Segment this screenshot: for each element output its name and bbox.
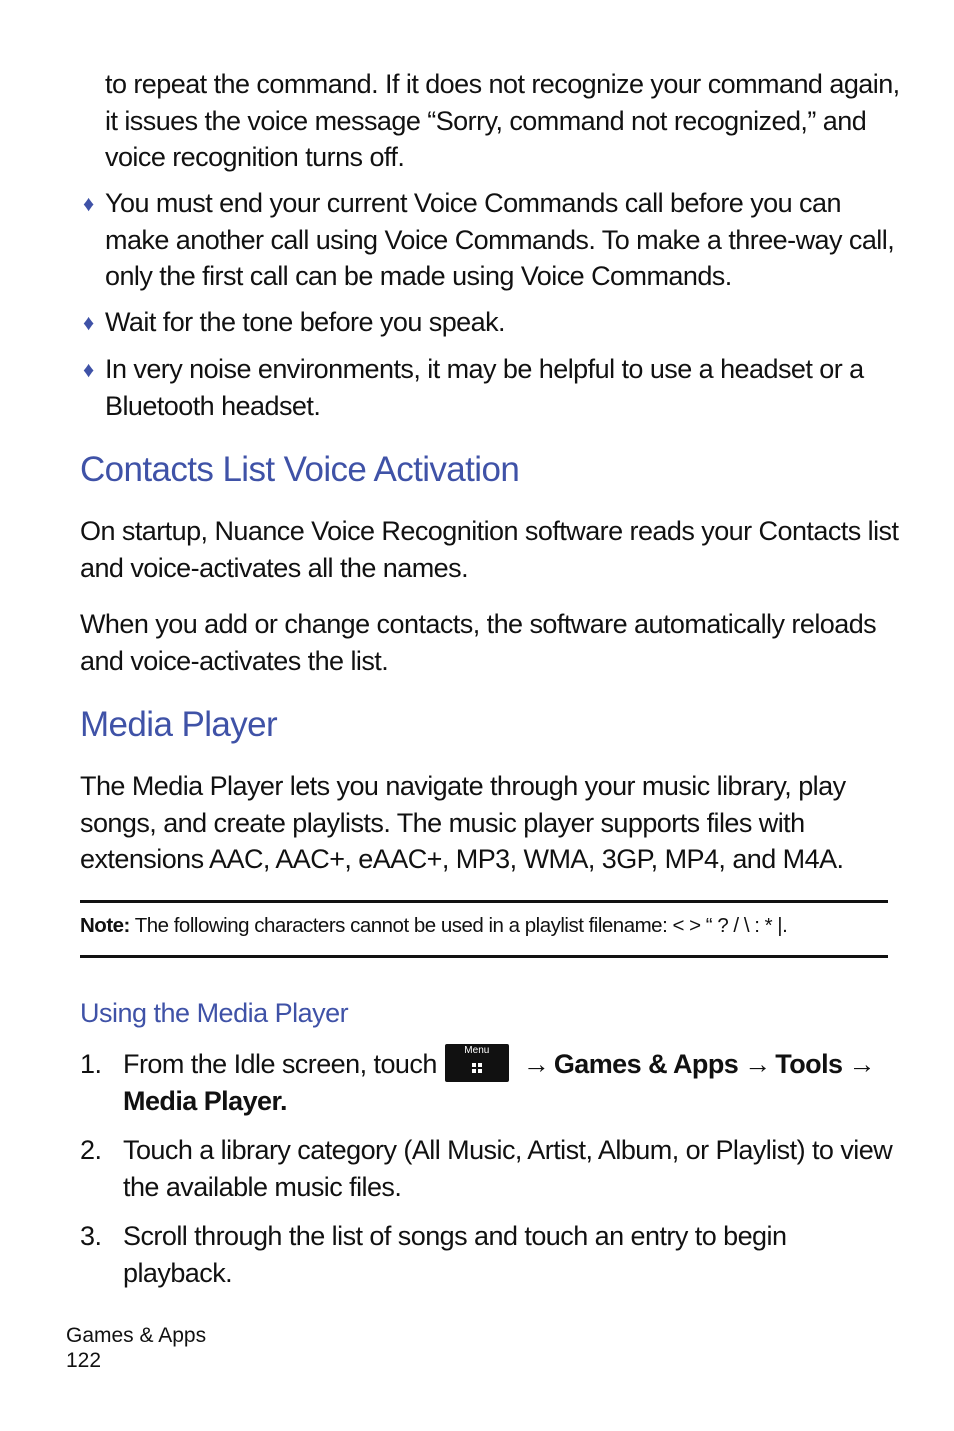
step-number: 2.: [80, 1135, 102, 1165]
diamond-bullet-icon: ♦: [83, 310, 95, 335]
section-heading-media-player: Media Player: [80, 705, 278, 744]
bullet-item-end-call: [83, 185, 905, 295]
bullet-text: Wait for the tone before you speak.: [105, 307, 505, 337]
menu-grid-icon: [472, 1063, 483, 1074]
arrow-right-icon: →: [744, 1049, 772, 1079]
footer-page-number: 122: [66, 1349, 102, 1372]
contacts-paragraph-startup: On startup, Nuance Voice Recognition software reads your Contacts list and voice-activates all the names.: [80, 516, 899, 583]
step-1-prefix: From the Idle screen, touch: [123, 1049, 437, 1079]
bullet-text: You must end your current Voice Commands call before you can make another call using Voice Commands. To make a three-way call, only the first call can be made using Voice Commands.: [105, 188, 895, 291]
footer-section-name: Games & Apps: [66, 1324, 207, 1347]
bullet-item-wait-tone: [83, 304, 905, 341]
note-bottom-rule: [80, 955, 888, 958]
bullet-item-noise: [83, 351, 905, 424]
contacts-paragraph-reload: When you add or change contacts, the software automatically reloads and voice-activates the list.: [80, 609, 877, 676]
bullet-text: In very noise environments, it may be helpful to use a headset or a Bluetooth headset.: [105, 354, 864, 421]
note-text: The following characters cannot be used in a playlist filename: < > “ ? / \ : * |.: [129, 914, 788, 937]
subsection-heading-using-media-player: Using the Media Player: [80, 998, 349, 1028]
section-heading-contacts: Contacts List Voice Activation: [80, 450, 520, 489]
menu-key-icon: [445, 1044, 509, 1082]
path-media-player: Media Player.: [123, 1085, 287, 1116]
page-footer: [66, 1323, 206, 1373]
note-top-rule: [80, 900, 888, 903]
step-number: 1.: [80, 1049, 102, 1079]
step-text: Scroll through the list of songs and touch an entry to begin playback.: [123, 1221, 787, 1288]
path-tools: Tools: [775, 1049, 843, 1079]
continuation-text: to repeat the command. If it does not recognize your command again, it issues the voice message “Sorry, command not recognized,” and voice recognition turns off.: [105, 69, 900, 172]
note-box: [80, 912, 888, 940]
diamond-bullet-icon: ♦: [83, 191, 95, 216]
step-text: [123, 1046, 900, 1119]
step-text: Touch a library category (All Music, Artist, Album, or Playlist) to view the available music files.: [123, 1135, 893, 1202]
step-number: 3.: [80, 1221, 102, 1251]
arrow-right-icon: →: [522, 1049, 550, 1079]
note-label: Note:: [80, 914, 130, 937]
media-player-paragraph: The Media Player lets you navigate through your music library, play songs, and create playlists. The music player supports files with extensions AAC, AAC+, eAAC+, MP3, WMA, 3GP, MP4, and M4A.: [80, 771, 846, 874]
arrow-right-icon: →: [848, 1049, 876, 1079]
diamond-bullet-icon: ♦: [83, 357, 95, 382]
path-games-apps: Games & Apps: [553, 1049, 739, 1079]
menu-key-label: Menu: [464, 1044, 490, 1056]
